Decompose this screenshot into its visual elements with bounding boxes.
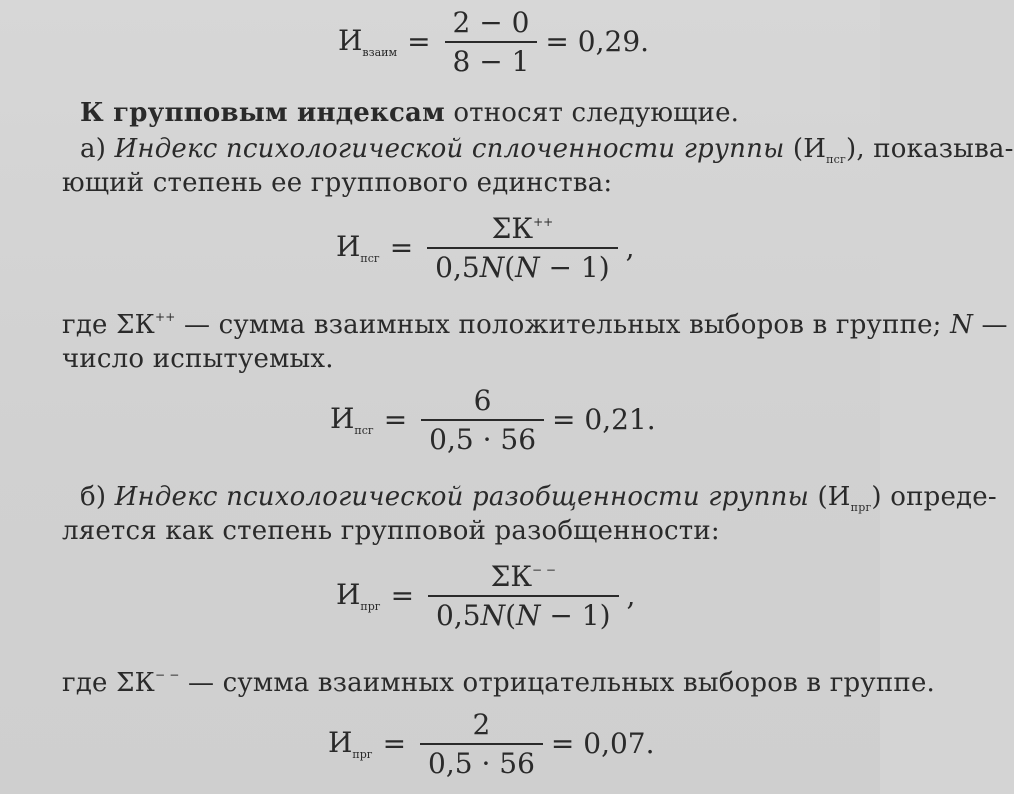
where-negative: где ΣК− − — сумма взаимных отрицательных выборов в группе. xyxy=(62,668,935,698)
fraction xyxy=(428,560,618,632)
formula-mutual-index xyxy=(338,6,649,78)
formula-disunity-calc xyxy=(328,708,655,780)
equals-sign: = xyxy=(390,579,415,613)
equals-sign: = xyxy=(389,231,414,265)
equals-sign: = xyxy=(382,727,407,761)
denominator: 0,5 · 56 xyxy=(428,746,535,780)
paragraph-group-indices: К групповым индексам относят следующие. xyxy=(80,98,740,128)
formula-lhs: $И_{прг}$ xyxy=(336,578,381,614)
equals-sign: = xyxy=(383,403,408,437)
formula-cohesion-calc xyxy=(330,384,656,456)
item-b-line2: ляется как степень групповой разобщенности: xyxy=(62,516,720,546)
where-positive-line1: где ΣК++ — сумма взаимных положительных выборов в группе; N — xyxy=(62,310,1008,340)
numerator: 6 xyxy=(473,384,492,417)
item-b-line1: б) Индекс психологической разобщенности группы $(И_{прг})$ опреде- xyxy=(80,482,997,514)
denominator: 0,5N(N − 1) xyxy=(436,598,611,632)
item-a-line1: а) Индекс психологической сплоченности группы $(И_{псг})$, показыва- xyxy=(80,134,1014,166)
denominator: 0,5N(N − 1) xyxy=(435,250,610,284)
formula-lhs: $И_{прг}$ xyxy=(328,726,373,762)
formula-disunity: $И_{прг}$ = $\frac{\Sigma К^{- -}}{0,5N(N - 1)}$ , xyxy=(336,560,636,632)
formula-result: = 0,21. xyxy=(552,403,656,437)
numerator: 2 − 0 xyxy=(452,6,530,39)
formula-lhs: $И_{взаим}$ xyxy=(338,24,398,60)
equals-sign: = xyxy=(407,25,431,59)
numerator: 2 xyxy=(472,708,491,741)
fraction xyxy=(427,212,617,284)
formula-result: = 0,07. xyxy=(550,727,655,761)
fraction xyxy=(420,708,543,780)
item-a-line2: ющий степень ее группового единства: xyxy=(62,168,613,198)
denominator: 8 − 1 xyxy=(452,44,530,78)
where-positive-line2: число испытуемых. xyxy=(62,344,334,374)
formula-cohesion: $И_{псг}$ = $\frac{\Sigma К^{++}}{0,5N(N - 1)}$ , xyxy=(336,212,635,284)
numerator: ΣК++ xyxy=(491,212,554,245)
formula-result: = 0,29. xyxy=(545,25,650,59)
formula-lhs: $И_{псг}$ xyxy=(330,402,374,438)
fraction xyxy=(445,6,538,78)
denominator: 0,5 · 56 xyxy=(429,422,537,456)
formula-lhs: $И_{псг}$ xyxy=(336,230,380,266)
fraction xyxy=(421,384,544,456)
numerator: ΣК− − xyxy=(490,560,556,593)
